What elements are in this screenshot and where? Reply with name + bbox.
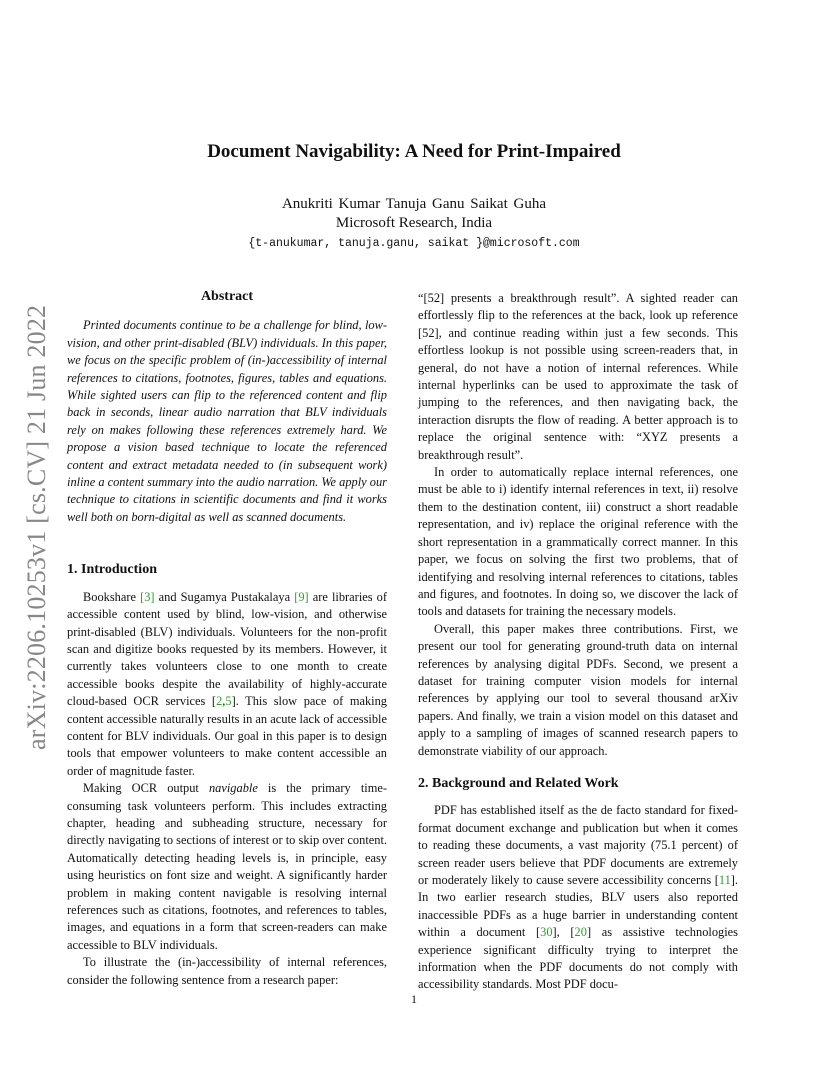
- intro-p1-text-e: ]. This slow pace of making content accessible naturally results in an acute lack of accessible content for BLV individuals. Our goal in this paper is to design tools that empower volunteers to make content accessible an order of magnitude faster.: [67, 694, 387, 778]
- right-column: [418, 290, 738, 994]
- introduction-heading: 1. Introduction: [67, 562, 157, 578]
- intro-paragraph-3: To illustrate the (in-)accessibility of internal references, consider the following sentence from a research paper:: [67, 955, 387, 987]
- bg-text-d: ] as assistive technologies experience significant difficulty trying to interpret the information when the PDF documents do not comply with accessibility standards. Most PDF docu-: [418, 925, 738, 992]
- paper-title: Document Navigability: A Need for Print-Impaired: [207, 141, 621, 162]
- background-paragraph: [418, 802, 738, 993]
- citation-link[interactable]: 5: [225, 694, 232, 709]
- page-number: 1: [411, 992, 417, 1006]
- right-paragraph-1: “[52] presents a breakthrough result”. A sighted reader can effortlessly flip to the references at the back, look up reference [52], and continue reading within just a few seconds. This effortless lookup is not possible using screen-readers that, in general, do not have a notion of internal references. While internal hyperlinks can be used to approximate the task of jumping to the references, and then navigating back, the interaction disrupts the flow of reading. A better approach is to replace the original sentence with: “XYZ presents a breakthrough result”.: [418, 291, 738, 462]
- bg-text-a: PDF has established itself as the de facto standard for fixed-format document exchange and publication but when it comes to reading these documents, a vast majority (75.1 percent) of screen reader users believe that PDF documents are extremely or moderately likely to cause severe accessibility concerns [: [418, 803, 738, 887]
- citation-link[interactable]: 2: [216, 694, 223, 709]
- affiliation: Microsoft Research, India: [335, 215, 493, 231]
- citation-link[interactable]: 20: [574, 925, 587, 940]
- abstract-heading: Abstract: [200, 289, 254, 304]
- intro-p2-text-b: is the primary time-consuming task volunteers perform. This includes extracting chapter, heading and subheading structure, necessary for directly navigating to sections of interest or to skip over content. Automatically detecting heading levels is, in principle, easy using heuristics on font size and weight. A significantly harder problem in making content navigable is resolving internal references such as citations, footnotes, and references to tables, images, and equations in a form that screen-readers can make accessible to BLV individuals.: [67, 781, 387, 952]
- citation-link[interactable]: [3]: [140, 589, 155, 604]
- intro-paragraph-1: [67, 589, 387, 780]
- citation-link[interactable]: [9]: [294, 589, 309, 604]
- bg-text-c: ], [: [552, 925, 575, 940]
- emphasis-navigable: navigable: [208, 781, 258, 796]
- intro-p2-text-a: Making OCR output: [83, 781, 209, 796]
- left-column: [67, 288, 387, 989]
- intro-paragraph-2: [67, 780, 387, 954]
- background-heading: 2. Background and Related Work: [418, 775, 619, 791]
- intro-p1-text-d: ,: [222, 694, 226, 709]
- author-emails: {t-anukumar, tanuja.ganu, saikat }@microsoft.com: [248, 237, 580, 250]
- citation-link[interactable]: 11: [718, 873, 731, 887]
- intro-p1-text-a: Bookshare: [83, 589, 141, 604]
- author-list: Anukriti Kumar Tanuja Ganu Saikat Guha: [281, 196, 547, 212]
- right-paragraph-2: In order to automatically replace internal references, one must be able to i) identify internal references in text, ii) resolve them to the destination content, iii) construct a short readable representation, and iv) replace the original reference with the short representation in a grammatically correct manner. In this paper, we focus on solving the first two problems, that of identifying and resolving internal references to citations, tables and figures, and footnotes. In doing so, we discover the lack of tools and datasets for training the necessary models.: [418, 465, 738, 619]
- citation-link[interactable]: 30: [540, 925, 553, 940]
- abstract-text: Printed documents continue to be a challenge for blind, low-vision, and other print-disabled (BLV) individuals. In this paper, we focus on the specific problem of (in-)accessibility of internal references to citations, footnotes, figures, tables and equations. While sighted users can flip to the referenced content and flip back in seconds, linear audio narration that BLV individuals rely on makes following these references extremely hard. We propose a vision based technique to locate the referenced content and extract metadata needed to (in subsequent work) inline a content summary into the audio narration. We apply our technique to citations in scientific documents and find it works well both on born-digital as well as scanned documents.: [67, 318, 387, 524]
- right-paragraph-3: Overall, this paper makes three contributions. First, we present our tool for generating ground-truth data on internal references by analysing digital PDFs. Second, we present a dataset for training computer vision models for internal references by applying our tool to several thousand arXiv papers. And finally, we train a vision model on this dataset and apply to a sampling of images of scanned research papers to demonstrate viability of our approach.: [418, 621, 738, 758]
- intro-p1-text-c: are libraries of accessible content used by blind, low-vision, and otherwise print-disabled (BLV) individuals. Volunteers for the non-profit scan and digitize books requested by its members. However, it currently takes volunteers close to one month to create accessible books despite the availability of highly-accurate cloud-based OCR services [: [67, 589, 388, 709]
- bg-text-b: ]. In two earlier research studies, BLV users also reported inaccessible PDFs as a huge barrier in understanding content within a document [: [418, 873, 738, 940]
- arxiv-watermark: arXiv:2206.10253v1 [cs.CV] 21 Jun 2022: [22, 304, 51, 750]
- intro-p1-text-b: and Sugamya Pustakalaya: [154, 589, 295, 604]
